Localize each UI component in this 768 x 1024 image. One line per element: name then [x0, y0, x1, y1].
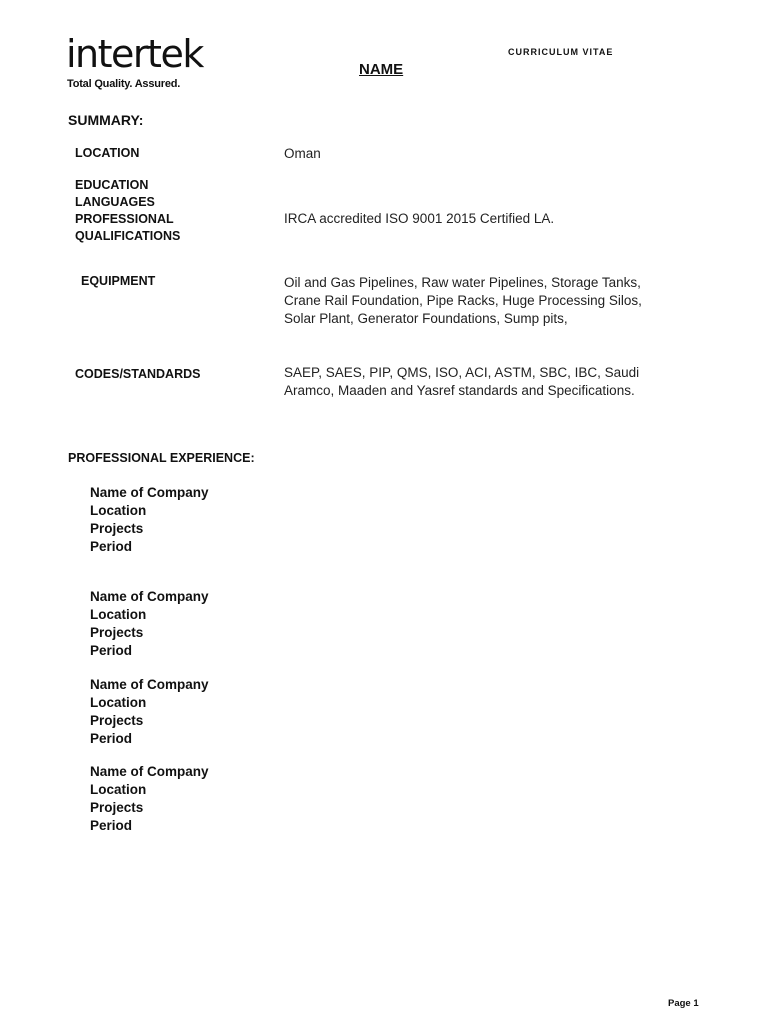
- company-period: Period: [90, 731, 133, 746]
- experience-entry: [90, 763, 209, 835]
- qualifications-label: QUALIFICATIONS: [75, 229, 181, 243]
- company-period: Period: [90, 818, 133, 833]
- document-type-label: CURRICULUM VITAE: [508, 47, 614, 57]
- company-location: Location: [90, 607, 147, 622]
- education-label: EDUCATION: [75, 178, 149, 192]
- logo-tagline: Total Quality. Assured.: [67, 78, 181, 90]
- company-name: Name of Company: [90, 589, 209, 604]
- company-projects: Projects: [90, 521, 144, 536]
- codes-standards-label: CODES/STANDARDS: [75, 367, 201, 381]
- experience-entry: [90, 676, 209, 748]
- company-location: Location: [90, 695, 147, 710]
- equipment-label: EQUIPMENT: [81, 274, 156, 288]
- location-label: LOCATION: [75, 146, 140, 160]
- company-projects: Projects: [90, 713, 144, 728]
- company-name: Name of Company: [90, 485, 209, 500]
- intertek-logo: [66, 32, 226, 94]
- qualifications-value: IRCA accredited ISO 9001 2015 Certified LA.: [284, 211, 555, 226]
- equipment-value: Oil and Gas Pipelines, Raw water Pipelines, Storage Tanks, Crane Rail Foundation, Pipe Racks, Huge Processing Silos, Solar Plant, Generator Foundations, Sump pits,: [284, 275, 642, 326]
- page-number: Page 1: [668, 998, 699, 1009]
- professional-label: PROFESSIONAL: [75, 212, 174, 226]
- company-location: Location: [90, 782, 147, 797]
- company-period: Period: [90, 643, 133, 658]
- location-value: Oman: [284, 146, 321, 161]
- codes-standards-value: SAEP, SAES, PIP, QMS, ISO, ACI, ASTM, SBC, IBC, Saudi Aramco, Maaden and Yasref standards and Specifications.: [284, 365, 640, 398]
- experience-entry: [90, 484, 209, 556]
- professional-experience-heading: PROFESSIONAL EXPERIENCE:: [68, 451, 255, 465]
- company-name: Name of Company: [90, 677, 209, 692]
- candidate-name-title: NAME: [359, 61, 404, 78]
- company-projects: Projects: [90, 800, 144, 815]
- company-location: Location: [90, 503, 147, 518]
- company-period: Period: [90, 539, 133, 554]
- languages-label: LANGUAGES: [75, 195, 155, 209]
- company-projects: Projects: [90, 625, 144, 640]
- experience-entry: [90, 588, 209, 660]
- summary-heading: SUMMARY:: [68, 112, 144, 128]
- logo-wordmark: intertek: [66, 32, 203, 76]
- company-name: Name of Company: [90, 764, 209, 779]
